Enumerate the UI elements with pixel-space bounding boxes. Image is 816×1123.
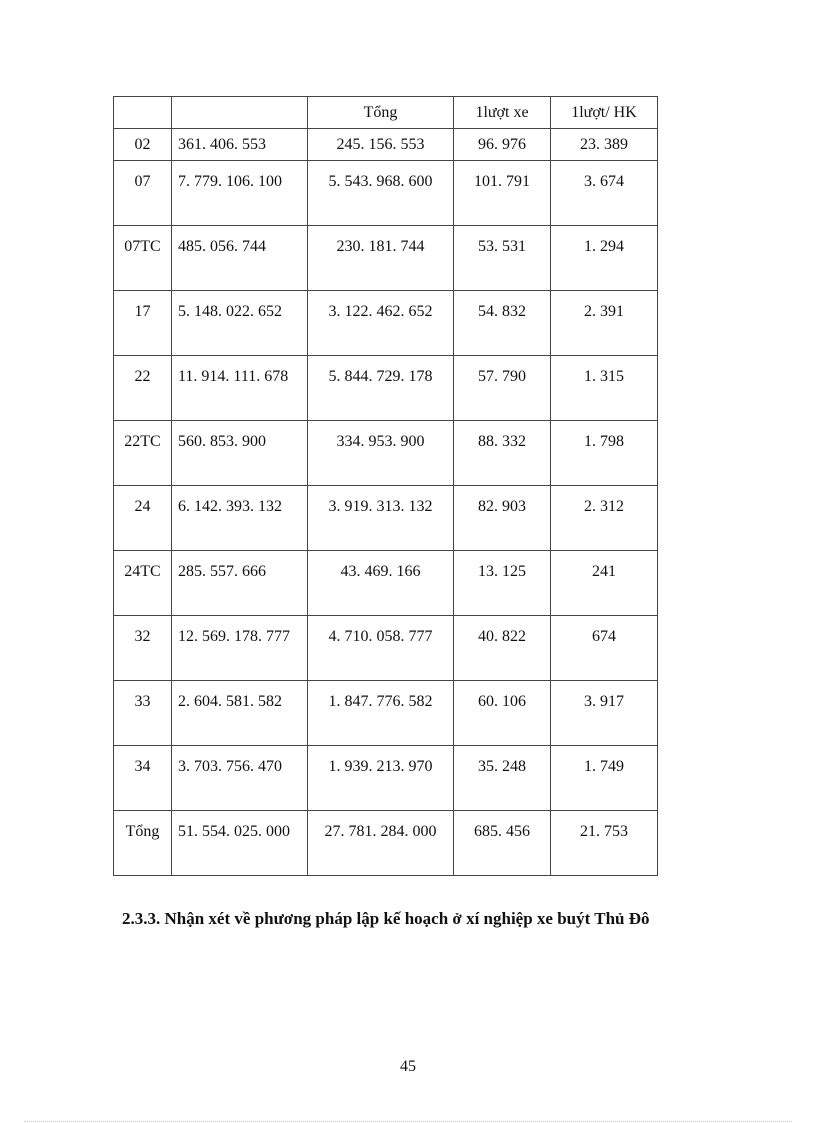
table-header-row xyxy=(114,97,658,129)
table-row xyxy=(114,551,658,616)
per-passenger-cell: 2. 391 xyxy=(551,291,658,356)
header-cell-total: Tổng xyxy=(308,97,454,129)
route-cell: 22 xyxy=(114,356,172,421)
value-cell: 485. 056. 744 xyxy=(172,226,308,291)
page-bottom-divider xyxy=(24,1121,792,1122)
per-passenger-cell: 2. 312 xyxy=(551,486,658,551)
table-row xyxy=(114,291,658,356)
per-passenger-cell: 3. 674 xyxy=(551,161,658,226)
route-cell: 33 xyxy=(114,681,172,746)
per-passenger-cell: 21. 753 xyxy=(551,811,658,876)
page-number: 45 xyxy=(400,1058,416,1075)
total-cell: 245. 156. 553 xyxy=(308,129,454,161)
total-cell: 1. 847. 776. 582 xyxy=(308,681,454,746)
header-cell-per-passenger: 1lượt/ HK xyxy=(551,97,658,129)
table-row xyxy=(114,226,658,291)
table-row xyxy=(114,616,658,681)
table-row xyxy=(114,681,658,746)
per-passenger-cell: 1. 749 xyxy=(551,746,658,811)
route-cell: 32 xyxy=(114,616,172,681)
value-cell: 285. 557. 666 xyxy=(172,551,308,616)
value-cell: 7. 779. 106. 100 xyxy=(172,161,308,226)
value-cell: 6. 142. 393. 132 xyxy=(172,486,308,551)
route-cell: 17 xyxy=(114,291,172,356)
total-cell: 5. 844. 729. 178 xyxy=(308,356,454,421)
per-trip-cell: 53. 531 xyxy=(454,226,551,291)
total-cell: 3. 122. 462. 652 xyxy=(308,291,454,356)
per-trip-cell: 35. 248 xyxy=(454,746,551,811)
per-passenger-cell: 674 xyxy=(551,616,658,681)
per-trip-cell: 101. 791 xyxy=(454,161,551,226)
per-passenger-cell: 23. 389 xyxy=(551,129,658,161)
table-total-row xyxy=(114,811,658,876)
value-cell: 560. 853. 900 xyxy=(172,421,308,486)
total-cell: 5. 543. 968. 600 xyxy=(308,161,454,226)
total-cell: 3. 919. 313. 132 xyxy=(308,486,454,551)
per-trip-cell: 60. 106 xyxy=(454,681,551,746)
route-cell: 02 xyxy=(114,129,172,161)
route-cell: 07 xyxy=(114,161,172,226)
header-cell-1 xyxy=(114,97,172,129)
per-trip-cell: 54. 832 xyxy=(454,291,551,356)
section-heading: 2.3.3. Nhận xét về phương pháp lập kế hoạch ở xí nghiệp xe buýt Thủ Đô xyxy=(122,909,650,928)
total-cell: 43. 469. 166 xyxy=(308,551,454,616)
data-table-container xyxy=(113,96,658,876)
per-passenger-cell: 1. 315 xyxy=(551,356,658,421)
total-cell: 230. 181. 744 xyxy=(308,226,454,291)
total-cell: 334. 953. 900 xyxy=(308,421,454,486)
header-cell-per-trip: 1lượt xe xyxy=(454,97,551,129)
value-cell: 51. 554. 025. 000 xyxy=(172,811,308,876)
value-cell: 12. 569. 178. 777 xyxy=(172,616,308,681)
per-trip-cell: 57. 790 xyxy=(454,356,551,421)
route-cell: 07TC xyxy=(114,226,172,291)
route-cell: 22TC xyxy=(114,421,172,486)
per-trip-cell: 82. 903 xyxy=(454,486,551,551)
per-trip-cell: 88. 332 xyxy=(454,421,551,486)
per-passenger-cell: 1. 798 xyxy=(551,421,658,486)
table-row xyxy=(114,486,658,551)
value-cell: 361. 406. 553 xyxy=(172,129,308,161)
value-cell: 5. 148. 022. 652 xyxy=(172,291,308,356)
total-cell: 4. 710. 058. 777 xyxy=(308,616,454,681)
table-row xyxy=(114,746,658,811)
header-cell-2 xyxy=(172,97,308,129)
revenue-table xyxy=(113,96,658,876)
per-trip-cell: 40. 822 xyxy=(454,616,551,681)
total-label-cell: Tổng xyxy=(114,811,172,876)
per-passenger-cell: 3. 917 xyxy=(551,681,658,746)
route-cell: 24TC xyxy=(114,551,172,616)
route-cell: 34 xyxy=(114,746,172,811)
total-cell: 1. 939. 213. 970 xyxy=(308,746,454,811)
table-row xyxy=(114,421,658,486)
per-trip-cell: 96. 976 xyxy=(454,129,551,161)
route-cell: 24 xyxy=(114,486,172,551)
table-row xyxy=(114,129,658,161)
per-passenger-cell: 1. 294 xyxy=(551,226,658,291)
per-passenger-cell: 241 xyxy=(551,551,658,616)
per-trip-cell: 13. 125 xyxy=(454,551,551,616)
total-cell: 27. 781. 284. 000 xyxy=(308,811,454,876)
table-row xyxy=(114,356,658,421)
per-trip-cell: 685. 456 xyxy=(454,811,551,876)
value-cell: 2. 604. 581. 582 xyxy=(172,681,308,746)
value-cell: 11. 914. 111. 678 xyxy=(172,356,308,421)
value-cell: 3. 703. 756. 470 xyxy=(172,746,308,811)
table-row xyxy=(114,161,658,226)
